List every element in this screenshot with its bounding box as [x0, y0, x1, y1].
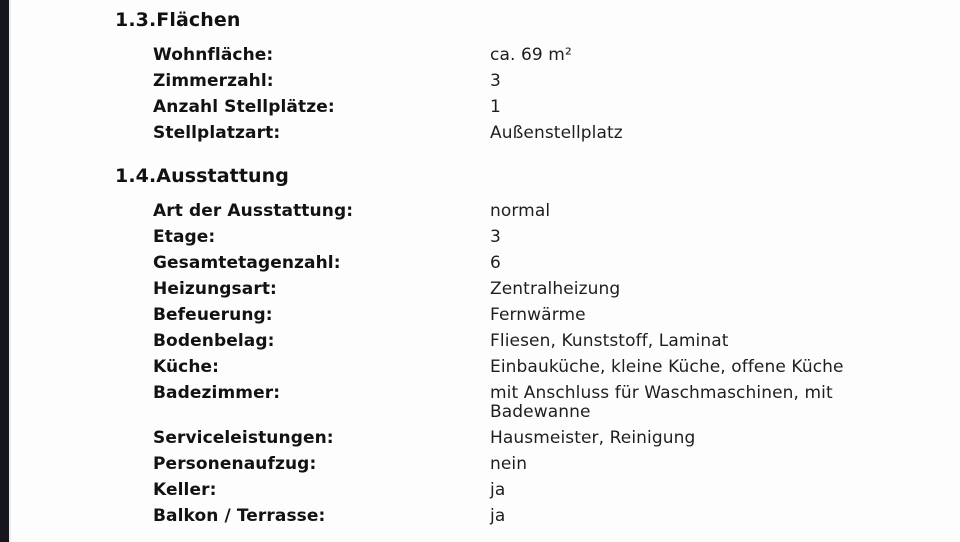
table-row	[153, 46, 960, 65]
property-label: Gesamtetagenzahl:	[153, 253, 341, 273]
property-label: Personenaufzug:	[153, 454, 317, 474]
table-row	[153, 254, 960, 273]
property-label: Stellplatzart:	[153, 123, 281, 143]
property-value: 6	[490, 253, 501, 273]
table-row	[153, 358, 960, 377]
property-value: Außenstellplatz	[490, 123, 623, 143]
section-flaechen	[115, 9, 960, 143]
property-value: ja	[490, 506, 506, 526]
section-title: Flächen	[156, 9, 241, 31]
section-rows	[115, 202, 960, 526]
property-label: Bodenbelag:	[153, 331, 275, 351]
property-label: Keller:	[153, 480, 217, 500]
property-value: Hausmeister, Reinigung	[490, 428, 696, 448]
property-label: Küche:	[153, 357, 220, 377]
property-value: mit Anschluss für Waschmaschinen, mit Badewanne	[490, 383, 833, 422]
property-value: Fernwärme	[490, 305, 586, 325]
table-row	[153, 124, 960, 143]
property-label: Befeuerung:	[153, 305, 273, 325]
section-heading	[115, 165, 960, 187]
property-value: Einbauküche, kleine Küche, offene Küche	[490, 357, 844, 377]
property-value: normal	[490, 201, 551, 221]
property-value: ca. 69 m²	[490, 45, 572, 65]
section-title: Ausstattung	[156, 165, 289, 187]
property-label: Zimmerzahl:	[153, 71, 274, 91]
property-value: 1	[490, 97, 501, 117]
property-value: 3	[490, 227, 501, 247]
section-number: 1.3.	[115, 9, 157, 31]
property-value: Fliesen, Kunststoff, Laminat	[490, 331, 729, 351]
table-row	[153, 228, 960, 247]
section-heading	[115, 9, 960, 31]
section-number: 1.4.	[115, 165, 157, 187]
table-row	[153, 507, 960, 526]
property-label: Serviceleistungen:	[153, 428, 334, 448]
property-label: Badezimmer:	[153, 383, 281, 403]
section-rows	[115, 46, 960, 143]
section-ausstattung	[115, 165, 960, 526]
property-label: Balkon / Terrasse:	[153, 506, 326, 526]
table-row	[153, 306, 960, 325]
property-value: ja	[490, 480, 506, 500]
table-row	[153, 481, 960, 500]
property-value: Zentralheizung	[490, 279, 621, 299]
table-row	[153, 455, 960, 474]
table-row	[153, 332, 960, 351]
property-label: Anzahl Stellplätze:	[153, 97, 335, 117]
table-row	[153, 429, 960, 448]
table-row	[153, 384, 960, 422]
property-label: Art der Ausstattung:	[153, 201, 354, 221]
table-row	[153, 202, 960, 221]
property-value: nein	[490, 454, 528, 474]
table-row	[153, 72, 960, 91]
property-label: Etage:	[153, 227, 216, 247]
property-label: Wohnfläche:	[153, 45, 274, 65]
table-row	[153, 280, 960, 299]
property-value: 3	[490, 71, 501, 91]
property-label: Heizungsart:	[153, 279, 277, 299]
table-row	[153, 98, 960, 117]
